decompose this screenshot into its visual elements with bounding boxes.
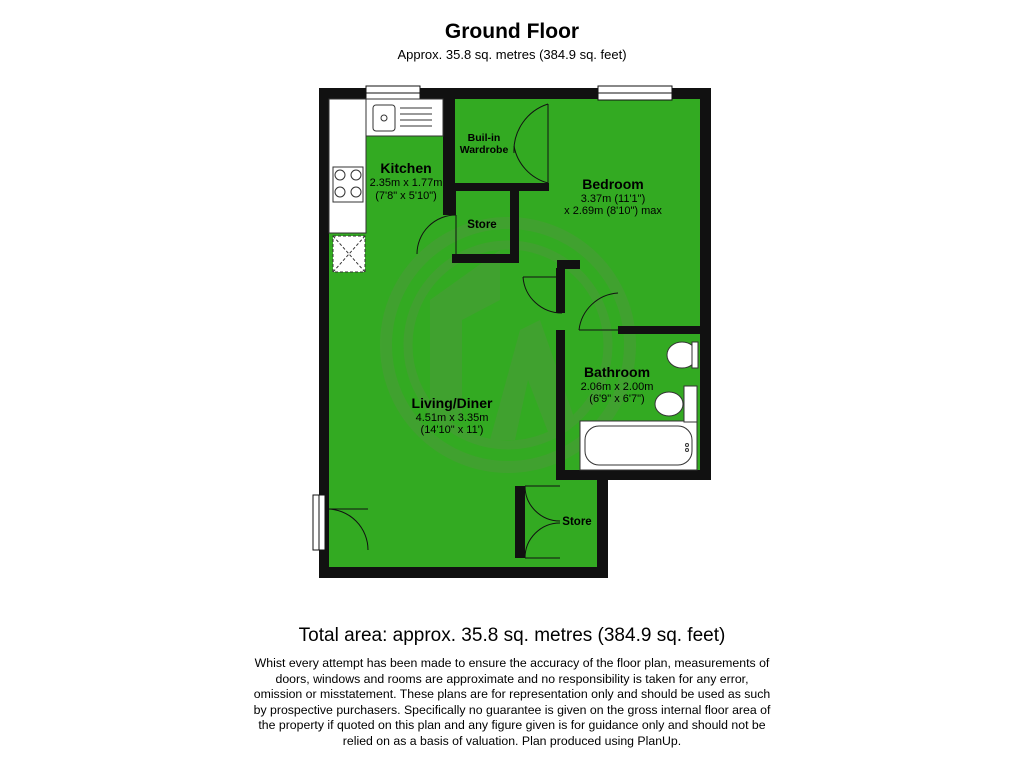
bedroom-dim-2: x 2.69m (8'10") max: [564, 205, 662, 217]
plan-footer: [0, 624, 1024, 750]
kitchen-imperial: (7'8" x 5'10"): [375, 190, 437, 202]
bedroom-name: Bedroom: [582, 176, 644, 192]
wardrobe-name-2: Wardrobe: [459, 144, 509, 156]
bedroom-dim-1: 3.37m (11'1"): [580, 193, 646, 205]
kitchen-label: [370, 160, 443, 202]
store-lower-name: Store: [562, 516, 592, 528]
bathroom-name: Bathroom: [583, 364, 651, 380]
wardrobe-name-1: Buil-in: [467, 132, 501, 144]
living-diner-label: [412, 395, 493, 436]
disclaimer-text: Whist every attempt has been made to ensure the accuracy of the floor plan, measurements of doors, windows and rooms are approximate and no responsibility is taken for any error, omission or misstatement. These plans are for representation only and should be used as such by prospective purchasers. Specifically no guarantee is given on the gross internal floor area of the property if quoted on this plan and any figure given is for guidance only and should not be relied on as a basis of valuation. Plan produced using PlanUp.: [253, 656, 771, 748]
kitchen-name: Kitchen: [380, 160, 432, 176]
living-diner-imperial: (14'10" x 11'): [420, 424, 484, 436]
kitchen-metric: 2.35m x 1.77m: [369, 177, 443, 189]
bathroom-imperial: (6'9" x 6'7"): [589, 393, 645, 405]
store-upper-label: [467, 219, 496, 231]
bathroom-metric: 2.06m x 2.00m: [580, 381, 654, 393]
living-diner-name: Living/Diner: [411, 395, 493, 411]
living-diner-metric: 4.51m x 3.35m: [415, 412, 489, 424]
floor-area-subtitle: Approx. 35.8 sq. metres (384.9 sq. feet): [397, 47, 627, 62]
total-area: Total area: approx. 35.8 sq. metres (384.9 sq. feet): [298, 625, 726, 646]
floor-title: Ground Floor: [444, 20, 580, 43]
bathroom-label: [581, 364, 654, 405]
store-lower-label: [562, 516, 591, 528]
store-upper-name: Store: [467, 219, 497, 231]
